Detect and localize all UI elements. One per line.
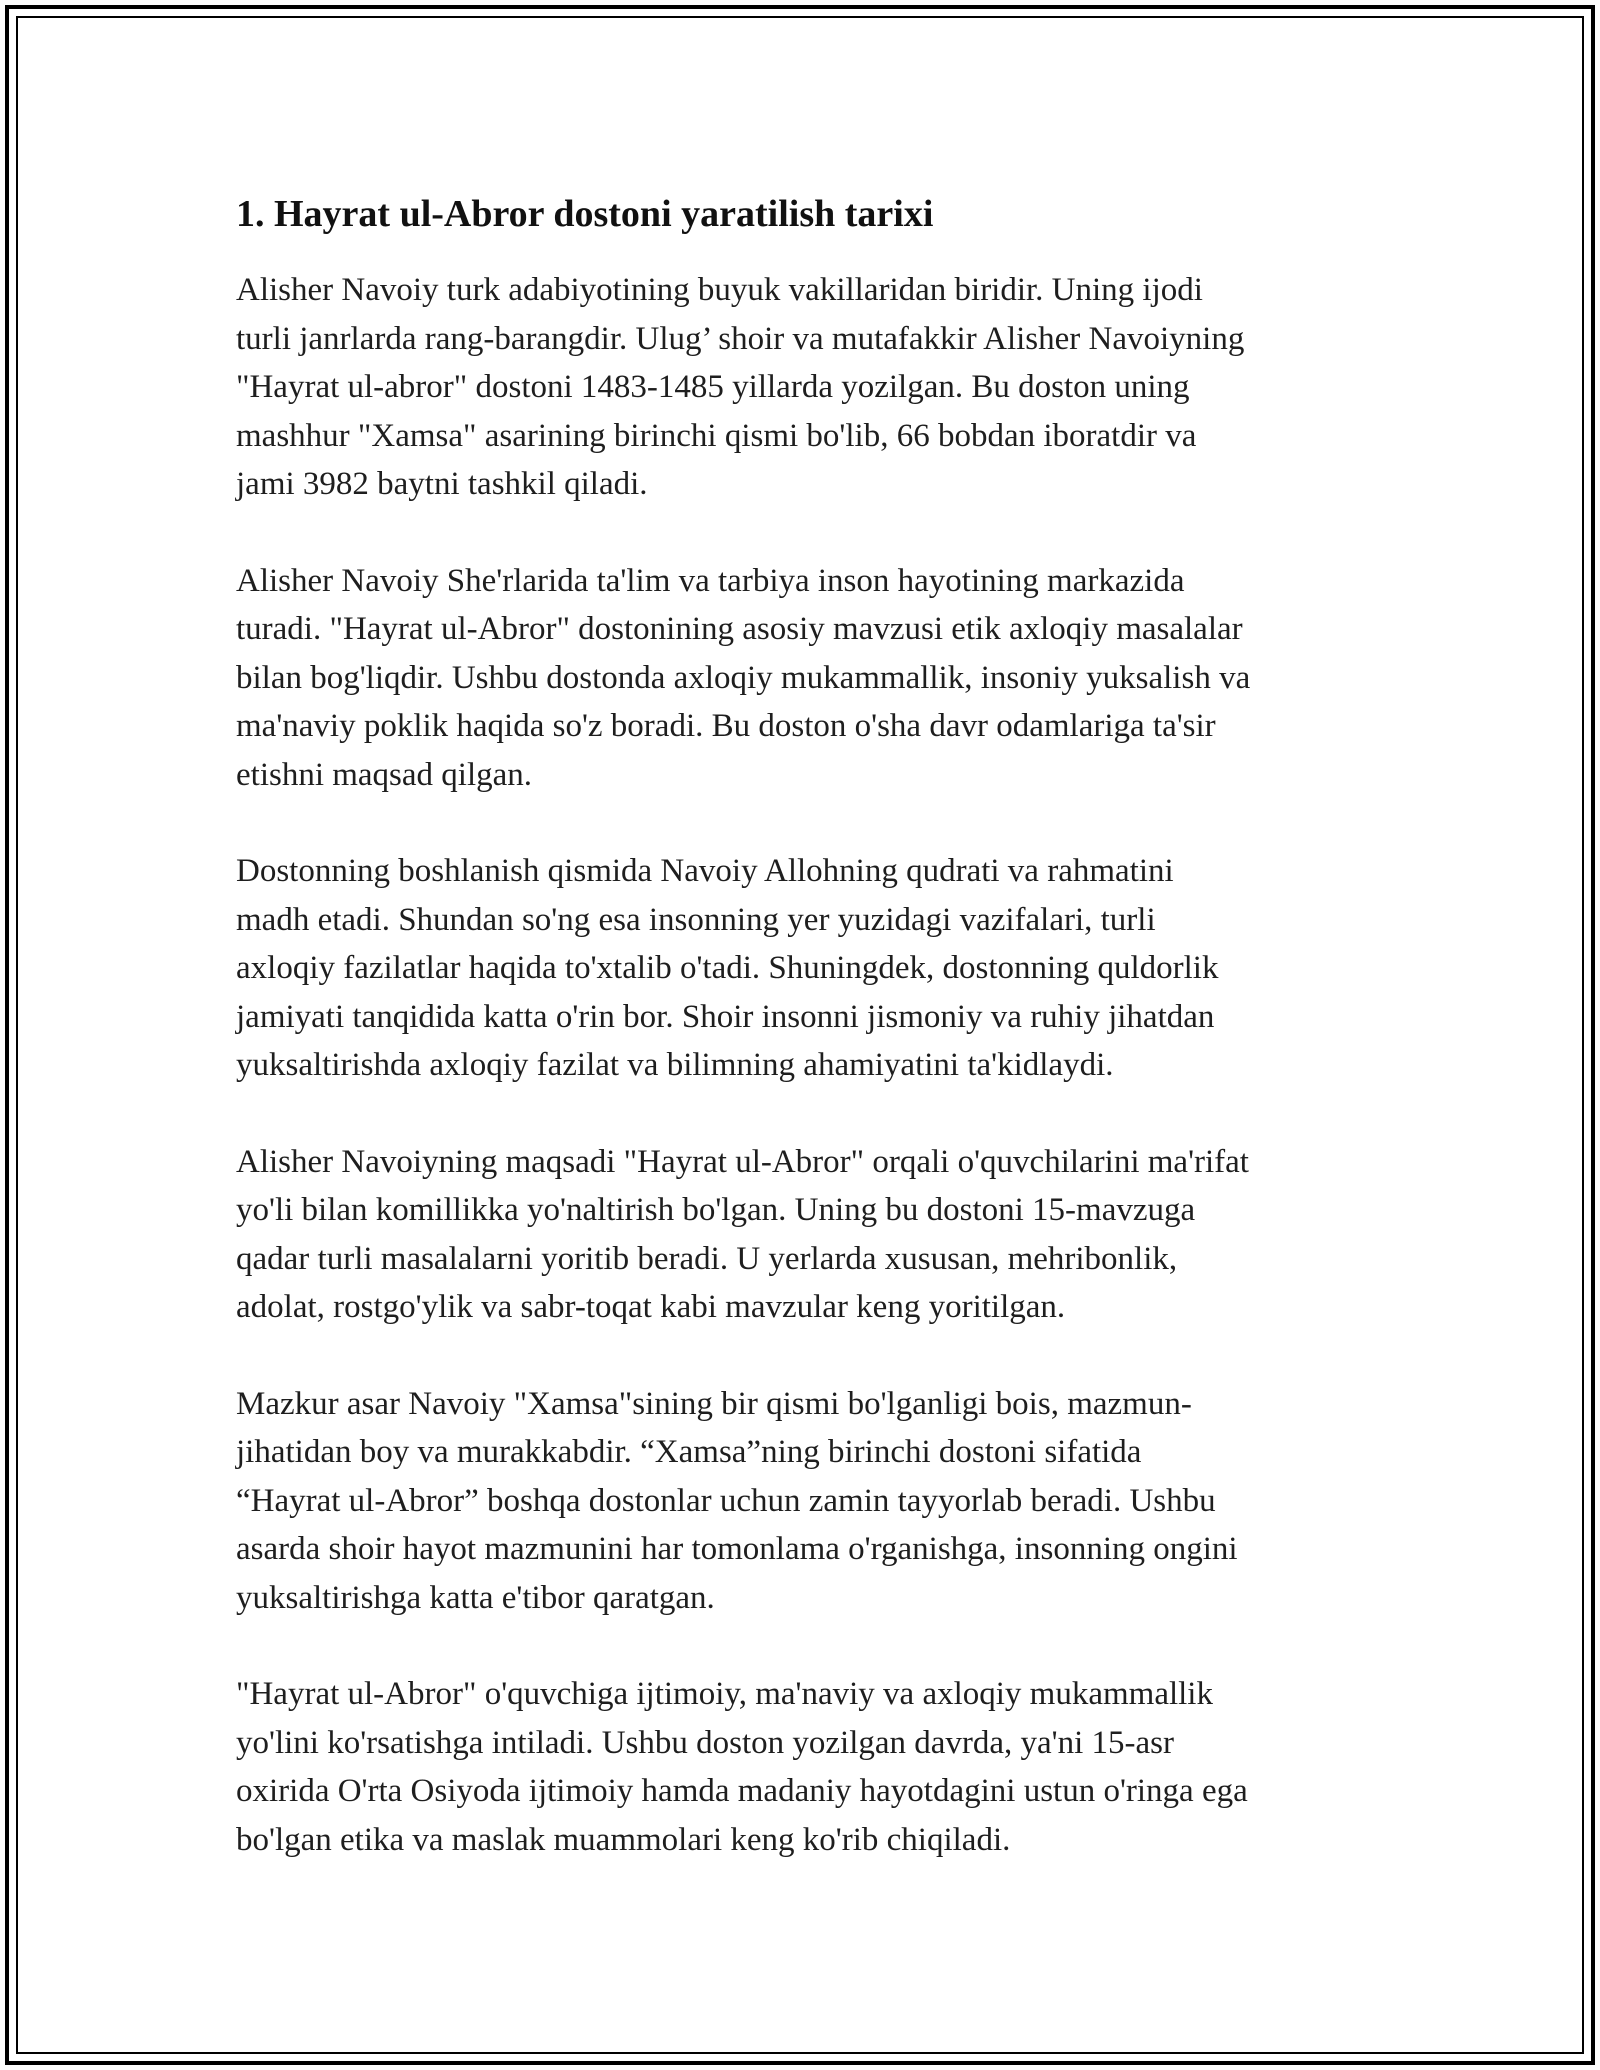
section-heading: 1. Hayrat ul-Abror dostoni yaratilish tarixi <box>236 193 934 235</box>
paragraph-6: "Hayrat ul-Abror" o'quvchiga ijtimoiy, ma'naviy va axloqiy mukammallik yo'lini ko'rsatishga intiladi. Ushbu doston yozilgan davrda, ya'ni 15-asr oxirida O'rta Osiyoda ijtimoiy hamda madaniy hayotdagini ustun o'ringa ega bo'lgan etika va maslak muammolari keng ko'rib chiqiladi. <box>236 1676 1248 1858</box>
paragraph-2: Alisher Navoiy She'rlarida ta'lim va tarbiya inson hayotining markazida turadi. "Hayrat ul-Abror" dostonining asosiy mavzusi etik axloqiy masalalar bilan bog'liqdir. Ushbu dostonda axloqiy mukammallik, insoniy yuksalish va ma'naviy poklik haqida so'z boradi. Bu doston o'sha davr odamlariga ta'sir etishni maqsad qilgan. <box>236 562 1251 793</box>
paragraph-4: Alisher Navoiyning maqsadi "Hayrat ul-Abror" orqali o'quvchilarini ma'rifat yo'li bilan komillikka yo'naltirish bo'lgan. Uning bu dostoni 15-mavzuga qadar turli masalalarni yoritib beradi. U yerlarda xususan, mehribonlik, adolat, rostgo'ylik va sabr-toqat kabi mavzular keng yoritilgan. <box>236 1143 1249 1325</box>
document-body <box>236 186 1376 1912</box>
paragraph-1: Alisher Navoiy turk adabiyotining buyuk vakillaridan biridir. Uning ijodi turli janrlarda rang-barangdir. Ulug’ shoir va mutafakkir Alisher Navoiyning "Hayrat ul-abror" dostoni 1483-1485 yillarda yozilgan. Bu doston uning mashhur "Xamsa" asarining birinchi qismi bo'lib, 66 bobdan iboratdir va jami 3982 baytni tashkil qiladi. <box>236 272 1245 502</box>
paragraph-3: Dostonning boshlanish qismida Navoiy Allohning qudrati va rahmatini madh etadi. Shundan so'ng esa insonning yer yuzidagi vazifalari, turli axloqiy fazilatlar haqida to'xtalib o'tadi. Shuningdek, dostonning quldorlik jamiyati tanqidida katta o'rin bor. Shoir insonni jismoniy va ruhiy jihatdan yuksaltirishda axloqiy fazilat va bilimning ahamiyatini ta'kidlaydi. <box>236 853 1219 1083</box>
paragraph-5: Mazkur asar Navoiy "Xamsa"sining bir qismi bo'lganligi bois, mazmun- jihatidan boy va murakkabdir. “Xamsa”ning birinchi dostoni sifatida “Hayrat ul-Abror” boshqa dostonlar uchun zamin tayyorlab beradi. Ushbu asarda shoir hayot mazmunini har tomonlama o'rganishga, insonning ongini yuksaltirishga katta e'tibor qaratgan. <box>236 1385 1238 1616</box>
